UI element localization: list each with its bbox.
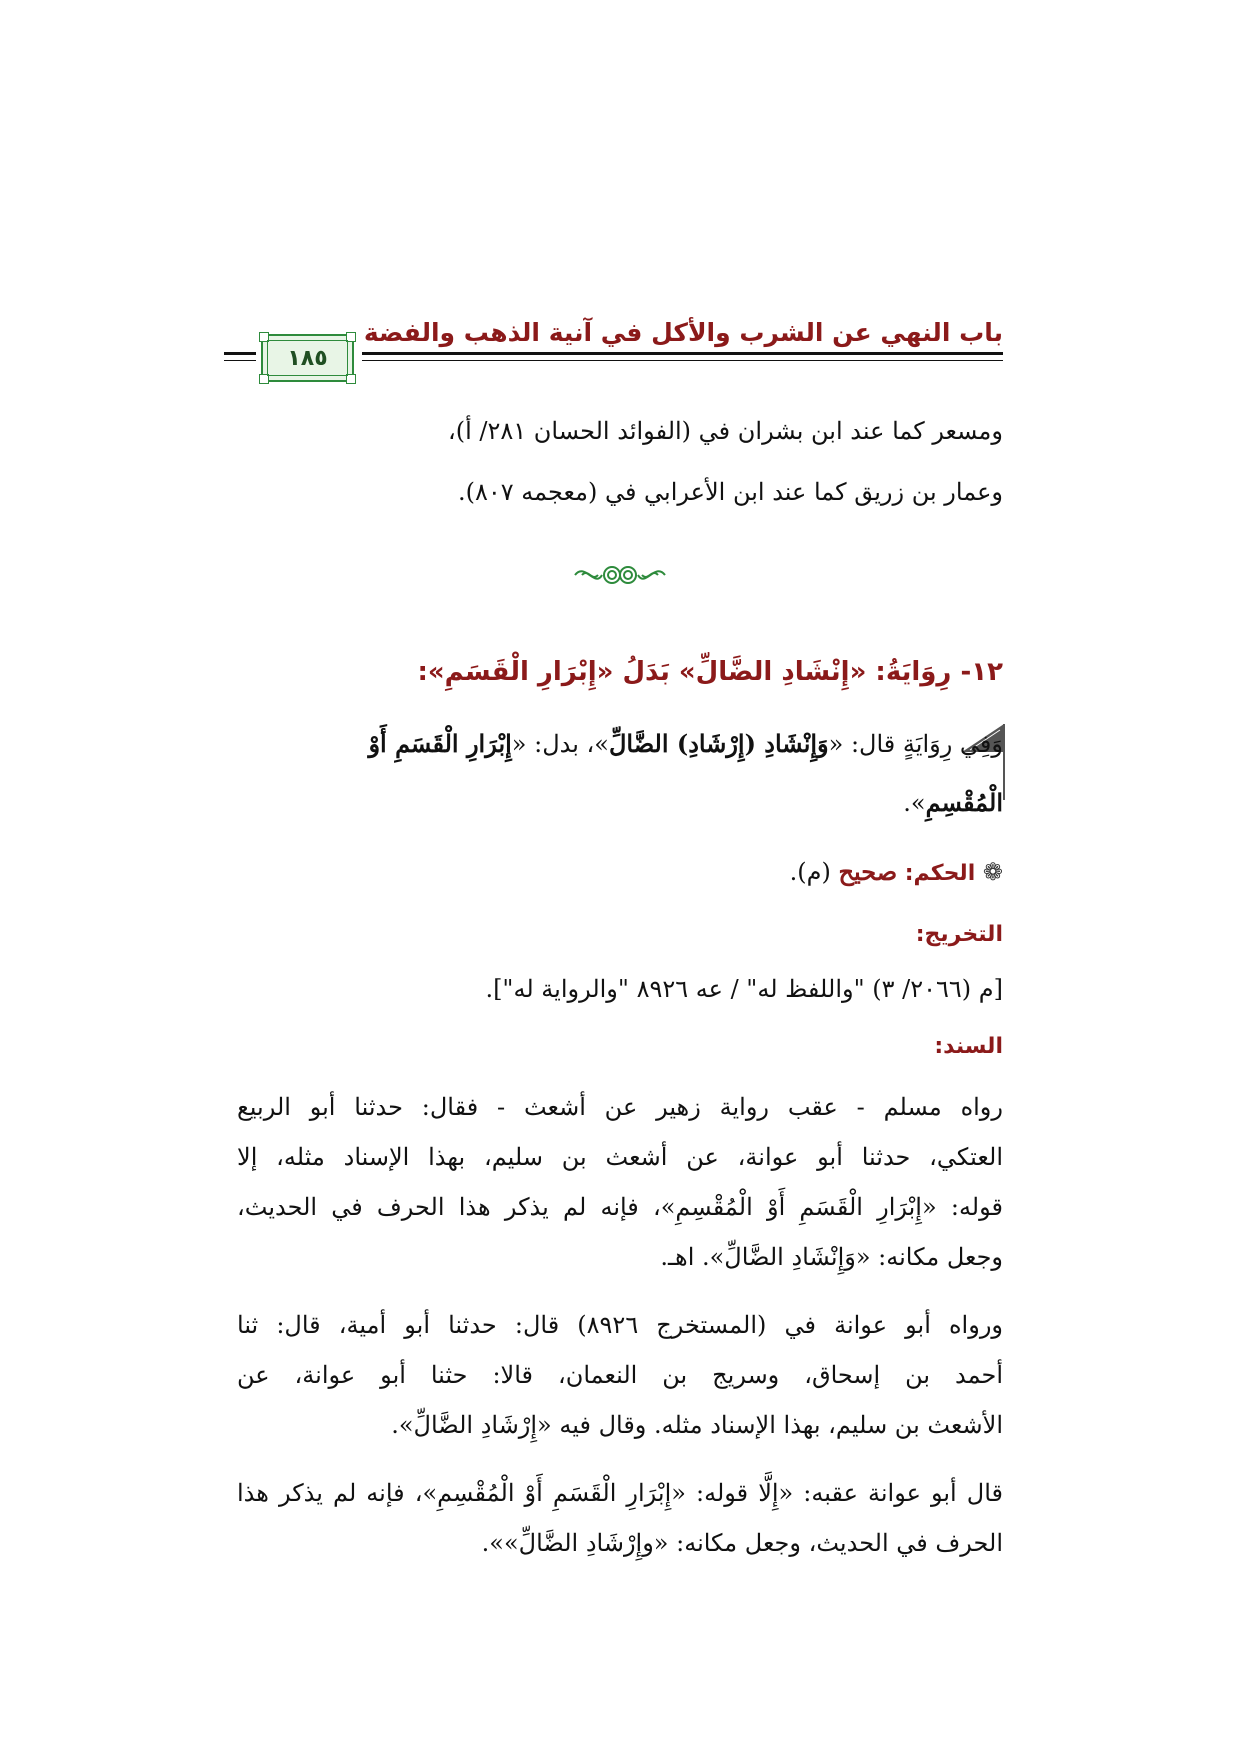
para3-line-1: قال أبو عوانة عقبه: «إِلَّا قوله: «إِبْرَارِ الْقَسَمِ أَوْ الْمُقْسِمِ»، فإنه لم يذكر هذا (237, 1479, 1003, 1507)
variant-quote-1: وَإِنْشَادِ (إِرْشَادِ) الضَّالِّ (608, 729, 829, 758)
flower-bullet-icon: ❁ (982, 858, 1003, 886)
para2-line-3: الأشعث بن سليم، بهذا الإسناد مثله. وقال فيه «إِرْشَادِ الضَّالِّ». (391, 1411, 1003, 1439)
variant-line-1 (368, 727, 1003, 761)
para2-line-1: ورواه أبو عوانة في (المستخرج ٨٩٢٦) قال: حدثنا أبو أمية، قال: ثنا (237, 1311, 1003, 1339)
header-rule-left-thin (224, 360, 256, 361)
para1-line-3: قوله: «إِبْرَارِ الْقَسَمِ أَوْ الْمُقْسِمِ»، فإنه لم يذكر هذا الحرف في الحديث، (237, 1193, 1003, 1221)
section-divider-ornament (570, 560, 670, 590)
section-title: ١٢- رِوَايَةُ: «إِنْشَادِ الضَّالِّ» بَدَلُ «إِبْرَارِ الْقَسَمِ»: (417, 657, 1003, 687)
para1-line-1: رواه مسلم - عقب رواية زهير عن أشعث - فقال: حدثنا أبو الربيع (237, 1093, 1003, 1121)
ruling-value: صحيح (838, 857, 898, 886)
ruling-line (790, 855, 1003, 891)
variant-quote-2-cont: الْمُقْسِمِ (925, 788, 1003, 817)
header-rule-left (224, 352, 256, 355)
takhrij-label: التخريج: (915, 922, 1003, 947)
takhrij-line: [م (٢٠٦٦/ ٣) "واللفظ له" / عه ٨٩٢٦ "والرواية له"]. (485, 975, 1003, 1003)
page-number: ١٨٥ (267, 340, 348, 376)
para1-line-4: وجعل مكانه: «وَإِنْشَادِ الضَّالِّ». اهـ. (660, 1243, 1003, 1271)
variant-end: ». (903, 789, 926, 817)
page-number-badge (261, 334, 354, 382)
intro-line-2: وعمار بن زريق كما عند ابن الأعرابي في (معجمه ٨٠٧). (457, 478, 1003, 506)
sanad-label: السند: (934, 1034, 1003, 1059)
header-rule-right (362, 352, 1003, 355)
para3-line-2: الحرف في الحديث، وجعل مكانه: «وإِرْشَادِ الضَّالِّ»». (481, 1529, 1003, 1557)
ruling-rest: (م). (789, 858, 831, 886)
ruling-label: الحكم: (904, 861, 976, 886)
variant-mid: »، بدل: « (511, 730, 609, 758)
header-rule-right-thin (362, 360, 1003, 361)
intro-line-1: ومسعر كما عند ابن بشران في (الفوائد الحسان ٢٨١/ أ)، (447, 417, 1003, 445)
para1-line-2: العتكي، حدثنا أبو عوانة، عن أشعث بن سليم، بهذا الإسناد مثله، إلا (237, 1143, 1003, 1171)
para2-line-2: أحمد بن إسحاق، وسريج بن النعمان، قالا: حثنا أبو عوانة، عن (237, 1361, 1003, 1389)
variant-line-2 (903, 786, 1003, 820)
running-header-title: باب النهي عن الشرب والأكل في آنية الذهب والفضة (363, 318, 1003, 347)
variant-intro: وَفِي رِوَايَةٍ قال: « (828, 730, 1003, 758)
variant-quote-2: إِبْرَارِ الْقَسَمِ أَوْ (368, 729, 512, 758)
